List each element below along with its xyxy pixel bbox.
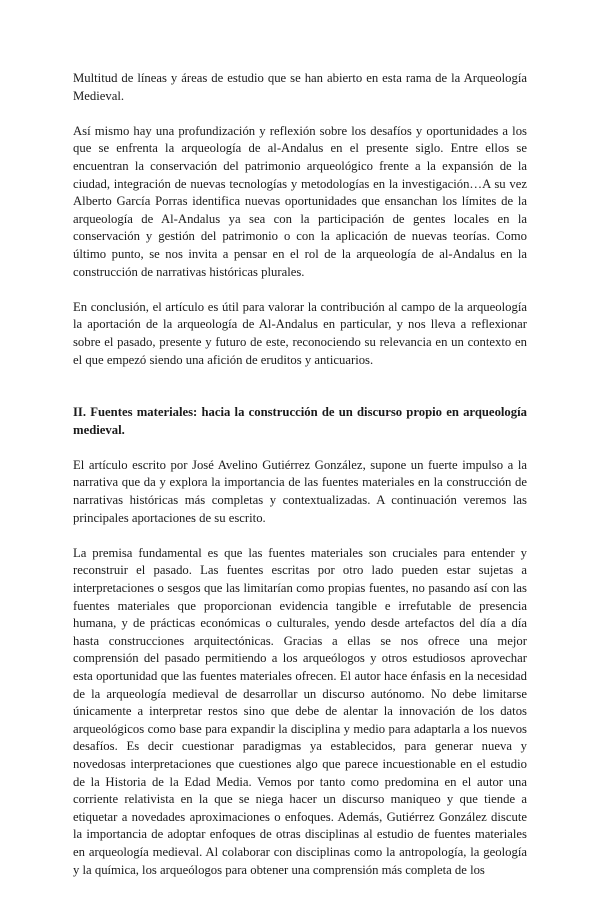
document-page — [73, 70, 527, 897]
paragraph-challenges: Así mismo hay una profundización y reflexión sobre los desafíos y oportunidades a los que se enfrenta la arqueología de al-Andalus en el presente siglo. Entre ellos se encuentran la conservación del patrimonio arqueológico frente a la expansión de la ciudad, integración de nuevas tecnologías y metodologías en la investigación…A su vez Alberto García Porras identifica nuevas oportunidades que ensanchan los límites de la arqueología de Al-Andalus ya sea con la participación de gentes locales en la conservación y gestión del patrimonio o con la aplicación de nuevas teorías. Como último punto, se nos invita a pensar en el rol de la arqueología de al-Andalus en la construcción de narrativas históricas plurales. — [73, 123, 527, 279]
paragraph-conclusion: En conclusión, el artículo es útil para valorar la contribución al campo de la arqueología la aportación de la arqueología de Al-Andalus en particular, y nos lleva a reflexionar sobre el pasado, presente y futuro de este, reconociendo su relevancia en un contexto en el que empezó siendo una afición de eruditos y anticuarios. — [73, 299, 527, 367]
paragraph-article-intro: El artículo escrito por José Avelino Gutiérrez González, supone un fuerte impulso a la narrativa que da y explora la importancia de las fuentes materiales en la construcción de narrativas históricas más completas y contextualizadas. A continuación veremos las principales aportaciones de su escrito. — [73, 457, 527, 525]
section-heading: II. Fuentes materiales: hacia la construcción de un discurso propio en arqueología medieval. — [73, 405, 527, 437]
paragraph-intro-continuation: Multitud de líneas y áreas de estudio que se han abierto en esta rama de la Arqueología Medieval. — [73, 71, 527, 103]
paragraph-premise: La premisa fundamental es que las fuentes materiales son cruciales para entender y reconstruir el pasado. Las fuentes escritas por otro lado pueden estar sujetas a interpretaciones o sesgos que las limitarían como propias fuentes, no pasando así con las fuentes materiales que proporcionan evidencia tangible e irrefutable de presencia humana, y de prácticas económicas o culturales, yendo desde artefactos del día a día hasta construcciones arquitectónicas. Gracias a ellas se nos ofrece una mejor comprensión del pasado permitiendo a los arqueólogos y otros estudiosos aprovechar esta oportunidad que las fuentes materiales ofrecen. El autor hace énfasis en la necesidad de la arqueología medieval de desarrollar un discurso autónomo. No debe limitarse únicamente a interpretar restos sino que debe de alentar la innovación de los datos arqueológicos como base para expandir la disciplina y medio para adaptarla a los nuevos desafíos. Es decir cuestionar paradigmas ya establecidos, para generar nueva y novedosas interpretaciones que cuestiones algo que parece incuestionable en el estudio de la Historia de la Edad Media. Vemos por tanto como predomina en el autor una corriente relativista en la que se niega hacer un discurso maniqueo y que tiende a etiquetar a novedades aproximaciones o enfoques. Además, Gutiérrez González discute la importancia de adoptar enfoques de otras disciplinas al estudio de fuentes materiales en arqueología medieval. Al colaborar con disciplinas como la antropología, la geología y la química, los arqueólogos para obtener una comprensión más completa de los — [73, 545, 527, 877]
